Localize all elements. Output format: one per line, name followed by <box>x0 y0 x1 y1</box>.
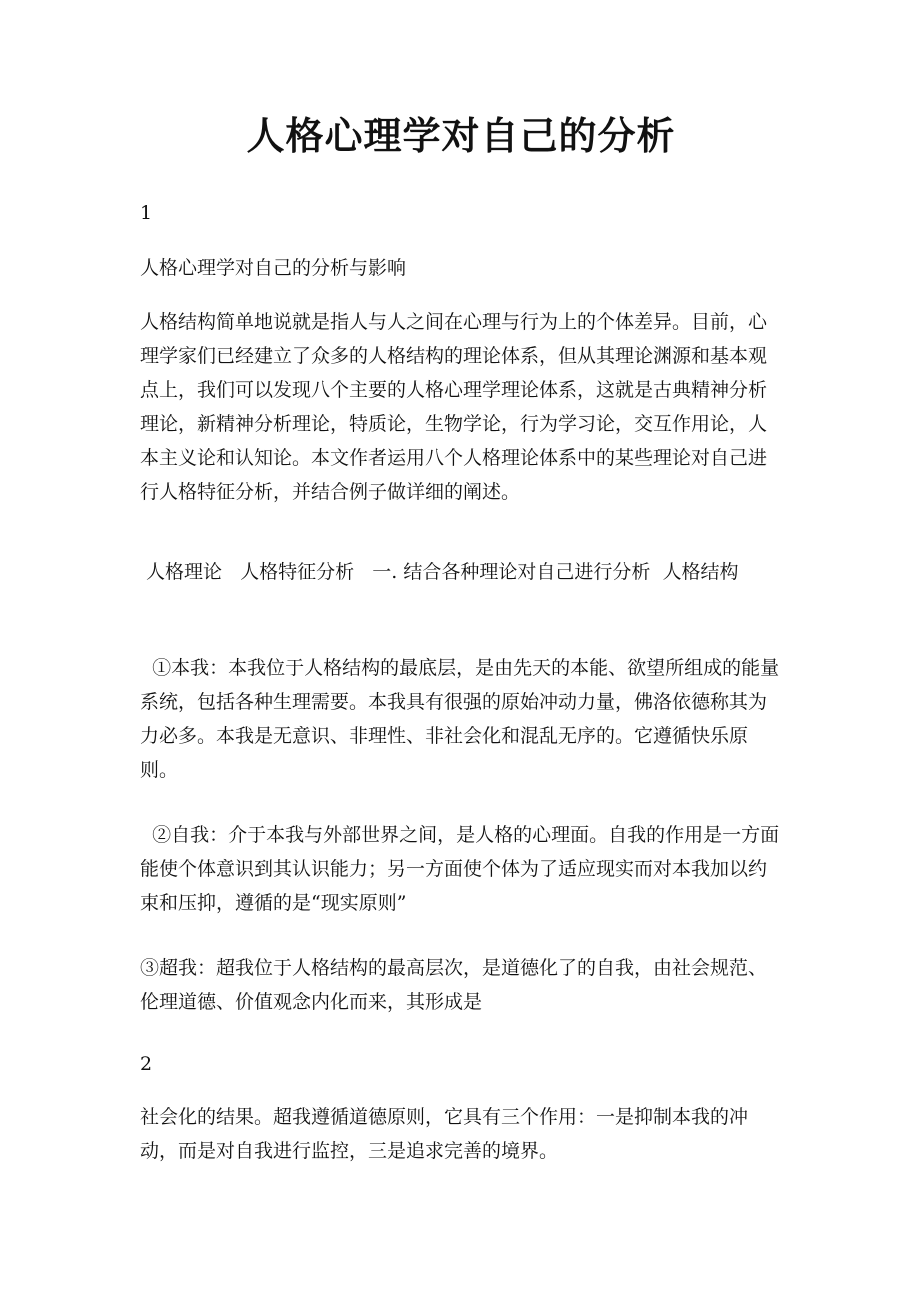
continuation-paragraph: 社会化的结果。超我遵循道德原则，它具有三个作用：一是抑制本我的冲动，而是对自我进行监控，三是追求完善的境界。 <box>140 1106 749 1162</box>
superego-paragraph: ③超我：超我位于人格结构的最高层次，是道德化了的自我，由社会规范、伦理道德、价值观念内化而来，其形成是 <box>140 957 768 1013</box>
id-paragraph: ①本我：本我位于人格结构的最底层，是由先天的本能、欲望所组成的能量系统，包括各种生理需要。本我具有很强的原始冲动力量，佛洛依德称其为力必多。本我是无意识、非理性、非社会化和混乱无序的。它遵循快乐原则。 <box>140 657 780 781</box>
outline-heading: 人格理论 人格特征分析 一. 结合各种理论对自己进行分析 人格结构 <box>140 561 739 583</box>
page-number-2: 2 <box>140 1053 153 1075</box>
document-title: 人格心理学对自己的分析 <box>246 113 676 158</box>
ego-paragraph: ②自我：介于本我与外部世界之间，是人格的心理面。自我的作用是一方面能使个体意识到其认识能力；另一方面使个体为了适应现实而对本我加以约束和压抑，遵循的是“现实原则” <box>140 824 780 914</box>
section-heading: 人格心理学对自己的分析与影响 <box>140 257 407 279</box>
page-number-1: 1 <box>140 202 153 224</box>
intro-paragraph: 人格结构简单地说就是指人与人之间在心理与行为上的个体差异。目前，心理学家们已经建立了众多的人格结构的理论体系，但从其理论渊源和基本观点上，我们可以发现八个主要的人格心理学理论体系，这就是古典精神分析理论，新精神分析理论，特质论，生物学论，行为学习论，交互作用论，人本主义论和认知论。本文作者运用八个人格理论体系中的某些理论对自己进行人格特征分析，并结合例子做详细的阐述。 <box>140 311 768 503</box>
